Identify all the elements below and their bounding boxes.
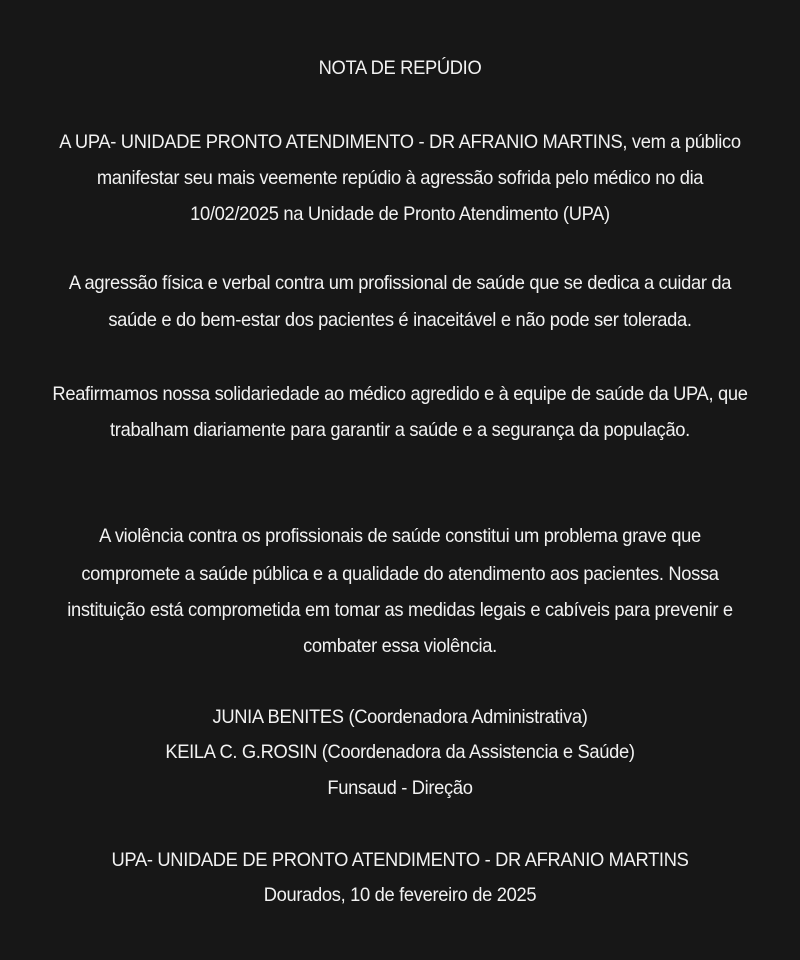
signature-keila-rosin: KEILA C. G.ROSIN (Coordenadora da Assistencia e Saúde): [165, 741, 635, 763]
paragraph4-line4: combater essa violência.: [303, 635, 497, 657]
signature-funsaud-direcao: Funsaud - Direção: [327, 777, 473, 799]
paragraph3-line1: Reafirmamos nossa solidariedade ao médico agredido e à equipe de saúde da UPA, que: [52, 383, 748, 405]
paragraph1-line3: 10/02/2025 na Unidade de Pronto Atendimento (UPA): [190, 203, 610, 225]
paragraph3-line2: trabalham diariamente para garantir a saúde e a segurança da população.: [110, 419, 690, 441]
signature-junia-benites: JUNIA BENITES (Coordenadora Administrativa): [212, 706, 588, 728]
paragraph2-line2: saúde e do bem-estar dos pacientes é inaceitável e não pode ser tolerada.: [108, 309, 692, 331]
footer-place-date: Dourados, 10 de fevereiro de 2025: [263, 884, 537, 906]
footer-institution: UPA- UNIDADE DE PRONTO ATENDIMENTO - DR AFRANIO MARTINS: [111, 849, 689, 871]
paragraph1-line2: manifestar seu mais veemente repúdio à agressão sofrida pelo médico no dia: [96, 167, 704, 189]
paragraph1-line1: A UPA- UNIDADE PRONTO ATENDIMENTO - DR AFRANIO MARTINS, vem a público: [59, 131, 741, 153]
document-title: NOTA DE REPÚDIO: [318, 57, 482, 79]
paragraph4-line1: A violência contra os profissionais de saúde constitui um problema grave que: [99, 525, 701, 547]
paragraph2-line1: A agressão física e verbal contra um profissional de saúde que se dedica a cuidar da: [68, 272, 732, 294]
paragraph4-line3: instituição está comprometida em tomar as medidas legais e cabíveis para prevenir e: [67, 599, 733, 621]
paragraph4-line2: compromete a saúde pública e a qualidade do atendimento aos pacientes. Nossa: [81, 563, 719, 585]
